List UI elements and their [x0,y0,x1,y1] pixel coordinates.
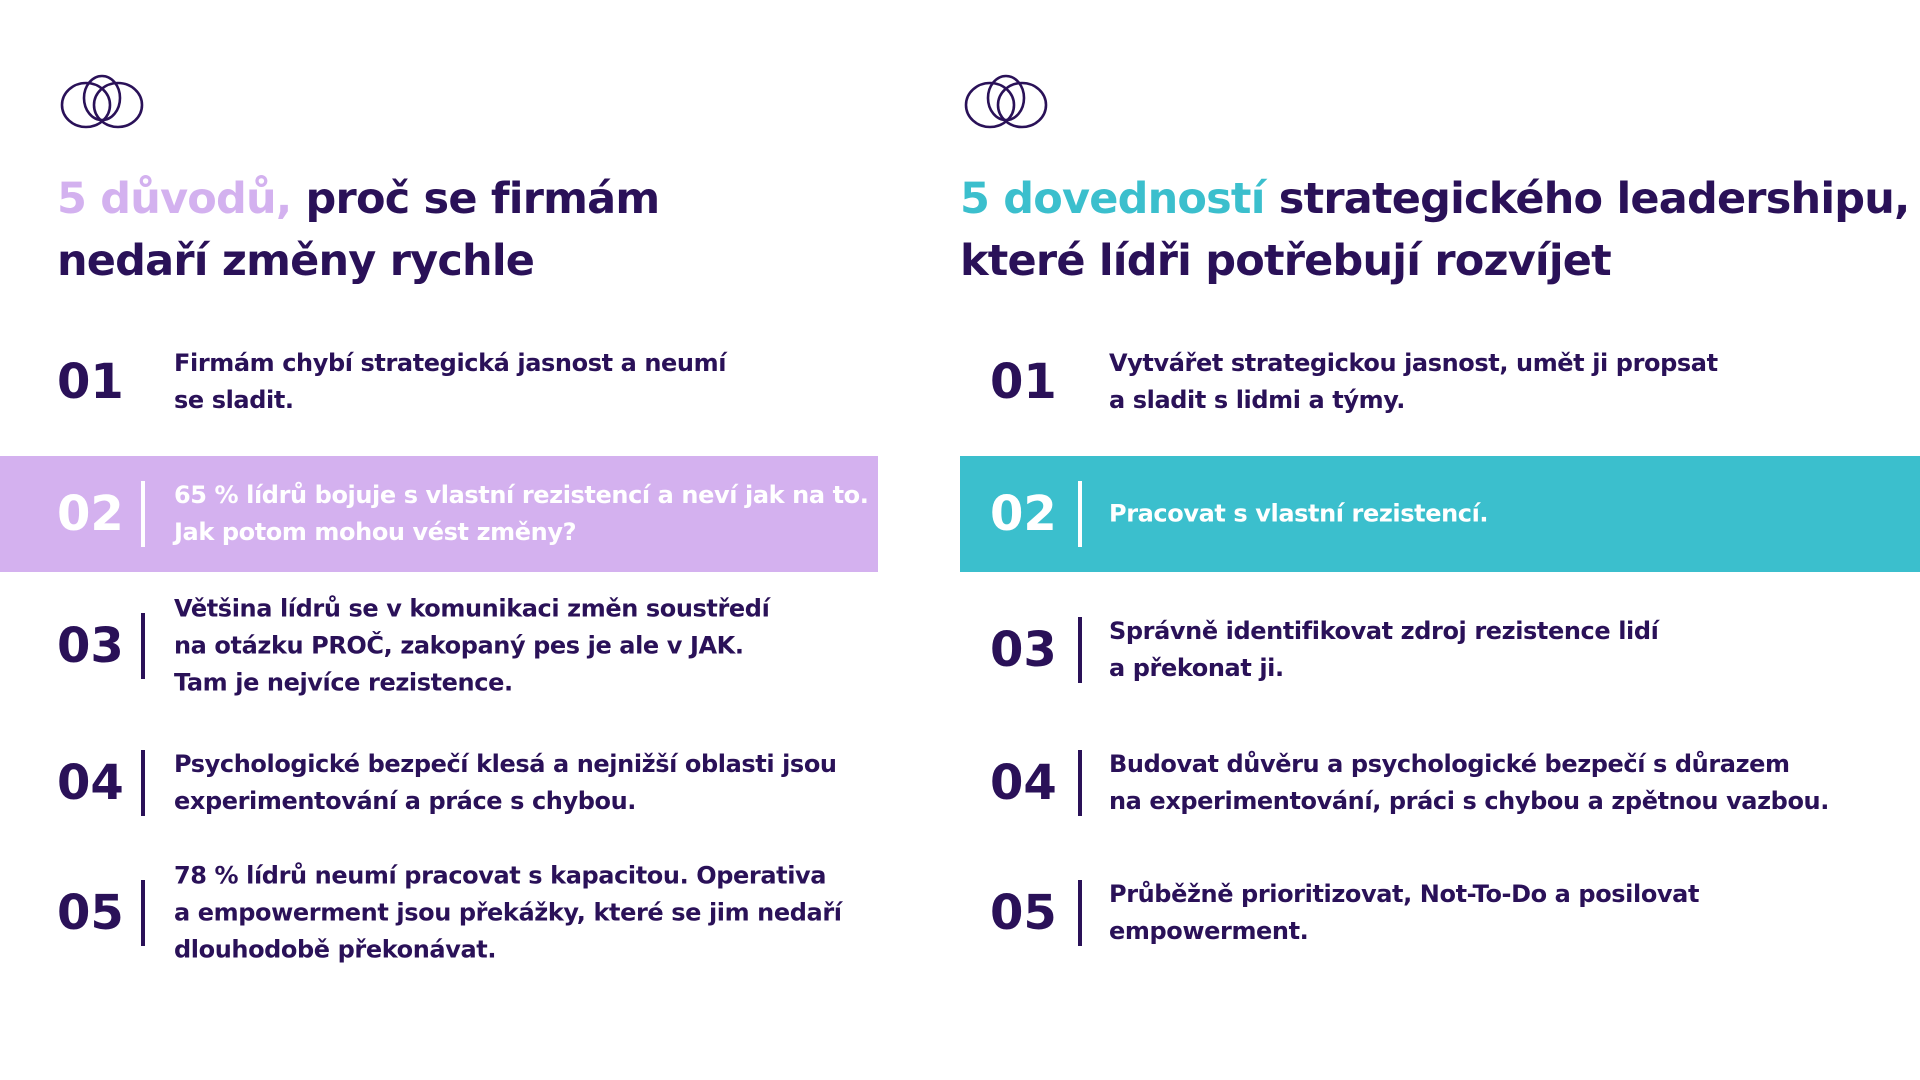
item-text-line: Správně identifikovat zdroj rezistence lidí [1109,617,1659,645]
item-text-line: Budovat důvěru a psychologické bezpečí s důrazem [1109,750,1790,778]
item-text [1109,345,1718,419]
item-divider [1078,880,1082,946]
item-divider [141,750,145,816]
item-text-line: experimentování a práce s chybou. [174,787,637,815]
reason-item-03 [0,588,878,704]
item-text [174,477,868,551]
item-text [174,746,837,820]
title-text: proč se firmám [291,174,660,224]
item-divider [1078,481,1082,547]
item-text [174,345,726,419]
title-highlight: 5 dovedností [960,174,1265,224]
reason-item-01 [0,324,878,440]
item-number: 03 [990,622,1057,678]
item-text-line: dlouhodobě překonávat. [174,935,497,964]
item-number: 05 [990,885,1057,941]
item-divider [141,613,145,679]
item-text-line: Průběžně prioritizovat, Not-To-Do a posilovat [1109,880,1700,908]
reasons-column [0,0,900,1080]
item-text-line: na experimentování, práci s chybou a zpětnou vazbou. [1109,787,1829,815]
item-text-line: a překonat ji. [1109,654,1284,682]
skill-item-02 [960,456,1920,572]
reason-item-02 [0,456,878,572]
skills-title [960,168,1910,292]
item-number: 04 [57,755,124,811]
title-text-line2: nedaří změny rychle [57,236,535,286]
item-text-line: Tam je nejvíce rezistence. [174,668,513,697]
item-text [1109,876,1699,950]
item-text [1109,746,1829,820]
item-number: 04 [990,755,1057,811]
item-number: 05 [57,885,124,941]
item-text-line: Vytvářet strategickou jasnost, umět ji propsat [1109,349,1718,377]
title-text-line2: které lídři potřebují rozvíjet [960,236,1611,286]
item-text-line: 78 % lídrů neumí pracovat s kapacitou. Operativa [174,861,827,890]
item-text [1109,613,1658,687]
item-number: 03 [57,618,124,674]
item-text-line: Psychologické bezpečí klesá a nejnižší oblasti jsou [174,750,837,778]
title-text: strategického leadershipu, [1264,174,1910,224]
item-number: 02 [57,486,124,542]
item-divider [1078,617,1082,683]
title-highlight: 5 důvodů, [57,174,292,224]
skills-column [960,0,1920,1080]
item-text [174,858,842,969]
item-divider [1078,750,1082,816]
overlapping-circles-logo-icon [960,72,1052,134]
skill-item-05 [960,855,1920,971]
item-text-line: Jak potom mohou vést změny? [174,518,577,546]
item-number: 01 [990,354,1057,410]
skill-item-04 [960,725,1920,841]
item-text-line: Většina lídrů se v komunikaci změn soustředí [174,594,770,623]
item-text-line: Pracovat s vlastní rezistencí. [1109,499,1489,528]
item-text [174,591,769,702]
overlapping-circles-logo-icon [56,72,148,134]
skill-item-03 [960,592,1920,708]
skill-item-01 [960,324,1920,440]
item-text-line: a empowerment jsou překážky, které se jim nedaří [174,898,842,927]
item-text-line: empowerment. [1109,917,1309,945]
item-text [1109,496,1488,533]
item-text-line: se sladit. [174,386,294,414]
item-number: 02 [990,486,1057,542]
item-text-line: na otázku PROČ, zakopaný pes je ale v JAK. [174,631,744,660]
reason-item-04 [0,725,878,841]
item-text-line: Firmám chybí strategická jasnost a neumí [174,349,727,377]
item-divider [141,880,145,946]
reasons-title [57,168,659,292]
item-divider [141,481,145,547]
item-text-line: a sladit s lidmi a týmy. [1109,386,1405,414]
item-number: 01 [57,354,124,410]
reason-item-05 [0,855,878,971]
item-text-line: 65 % lídrů bojuje s vlastní rezistencí a neví jak na to. [174,481,869,509]
